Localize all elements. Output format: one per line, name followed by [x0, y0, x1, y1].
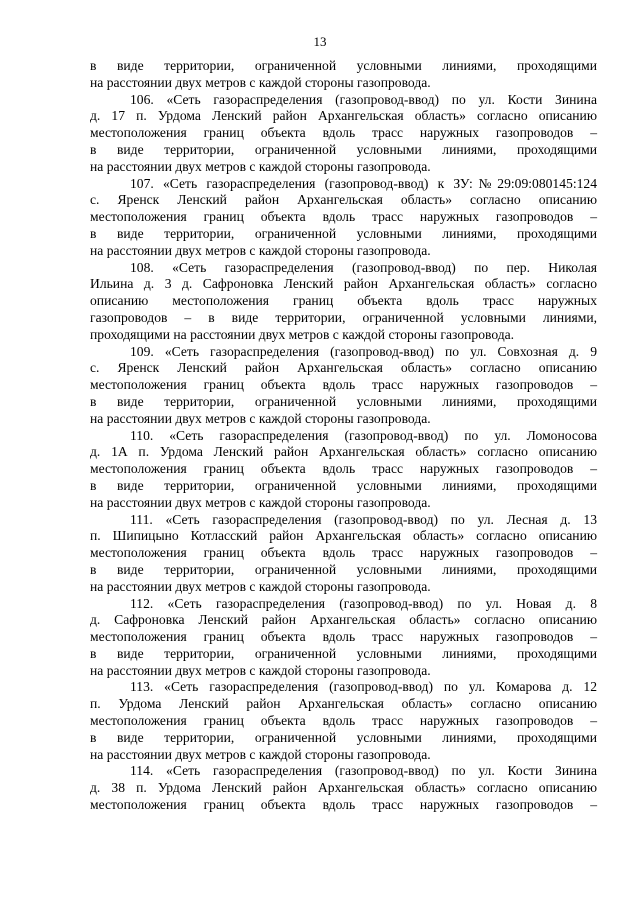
text-line: Ильина д. 3 д. Сафроновка Ленский район Архангельская область» согласно — [90, 276, 597, 292]
text-line: с. Яренск Ленский район Архангельская область» согласно описанию — [90, 192, 597, 208]
text-line: 113. «Сеть газораспределения (газопровод-ввод) по ул. Комарова д. 12 — [130, 679, 597, 695]
text-line: на расстоянии двух метров с каждой стороны газопровода. — [90, 578, 431, 594]
text-line: на расстоянии двух метров с каждой стороны газопровода. — [90, 242, 431, 258]
text-line: 112. «Сеть газораспределения (газопровод-ввод) по ул. Новая д. 8 — [130, 595, 597, 611]
text-line: д. 38 п. Урдома Ленский район Архангельская область» согласно описанию — [90, 780, 597, 796]
text-line: д. 17 п. Урдома Ленский район Архангельская область» согласно описанию — [90, 108, 597, 124]
text-line: газопроводов – в виде территории, ограниченной условными линиями, — [90, 309, 597, 325]
text-line: проходящими на расстоянии двух метров с каждой стороны газопровода. — [90, 326, 515, 342]
text-line: местоположения границ объекта вдоль трасс наружных газопроводов – — [90, 209, 597, 225]
text-line: п. Шипицыно Котласский район Архангельская область» согласно описанию — [90, 528, 597, 544]
text-line: в виде территории, ограниченной условными линиями, проходящими — [90, 561, 597, 577]
text-line: 107. «Сеть газораспределения (газопровод-ввод) к ЗУ:№29:09:080145:124 — [130, 175, 597, 191]
text-line: в виде территории, ограниченной условными линиями, проходящими — [90, 645, 597, 661]
text-line: на расстоянии двух метров с каждой стороны газопровода. — [90, 410, 431, 426]
text-line: с. Яренск Ленский район Архангельская область» согласно описанию — [90, 360, 597, 376]
text-line: в виде территории, ограниченной условными линиями, проходящими — [90, 477, 597, 493]
text-line: местоположения границ объекта вдоль трасс наружных газопроводов – — [90, 377, 597, 393]
text-line: описанию местоположения границ объекта вдоль трасс наружных — [90, 293, 597, 309]
text-line: на расстоянии двух метров с каждой стороны газопровода. — [90, 494, 431, 510]
text-line: местоположения границ объекта вдоль трасс наружных газопроводов – — [90, 461, 597, 477]
text-line: д. Сафроновка Ленский район Архангельская область» согласно описанию — [90, 612, 597, 628]
text-line: 109. «Сеть газораспределения (газопровод-ввод) по ул. Совхозная д. 9 — [130, 343, 597, 359]
text-line: на расстоянии двух метров с каждой стороны газопровода. — [90, 158, 431, 174]
text-line: 114. «Сеть газораспределения (газопровод-ввод) по ул. Кости Зинина — [130, 763, 597, 779]
page-number: 13 — [313, 34, 327, 49]
text-line: в виде территории, ограниченной условными линиями, проходящими — [90, 729, 597, 745]
body-text — [90, 58, 597, 814]
text-line: 106. «Сеть газораспределения (газопровод-ввод) по ул. Кости Зинина — [130, 91, 597, 107]
text-line: д. 1А п. Урдома Ленский район Архангельская область» согласно описанию — [90, 444, 597, 460]
text-line: на расстоянии двух метров с каждой стороны газопровода. — [90, 746, 431, 762]
text-line: 110. «Сеть газораспределения (газопровод-ввод) по ул. Ломоносова — [130, 427, 597, 443]
text-line: в виде территории, ограниченной условными линиями, проходящими — [90, 141, 597, 157]
text-line: местоположения границ объекта вдоль трасс наружных газопроводов – — [90, 797, 597, 813]
text-line: местоположения границ объекта вдоль трасс наружных газопроводов – — [90, 545, 597, 561]
text-line: 108. «Сеть газораспределения (газопровод-ввод) по пер. Николая — [130, 259, 597, 275]
text-line: в виде территории, ограниченной условными линиями, проходящими — [90, 225, 597, 241]
text-line: 111. «Сеть газораспределения (газопровод-ввод) по ул. Лесная д. 13 — [130, 511, 597, 527]
text-line: на расстоянии двух метров с каждой стороны газопровода. — [90, 662, 431, 678]
text-line: на расстоянии двух метров с каждой стороны газопровода. — [90, 74, 431, 90]
text-line: в виде территории, ограниченной условными линиями, проходящими — [90, 58, 597, 73]
text-line: местоположения границ объекта вдоль трасс наружных газопроводов – — [90, 713, 597, 729]
text-line: местоположения границ объекта вдоль трасс наружных газопроводов – — [90, 125, 597, 141]
text-line: в виде территории, ограниченной условными линиями, проходящими — [90, 393, 597, 409]
text-line: п. Урдома Ленский район Архангельская область» согласно описанию — [90, 696, 597, 712]
text-line: местоположения границ объекта вдоль трасс наружных газопроводов – — [90, 629, 597, 645]
